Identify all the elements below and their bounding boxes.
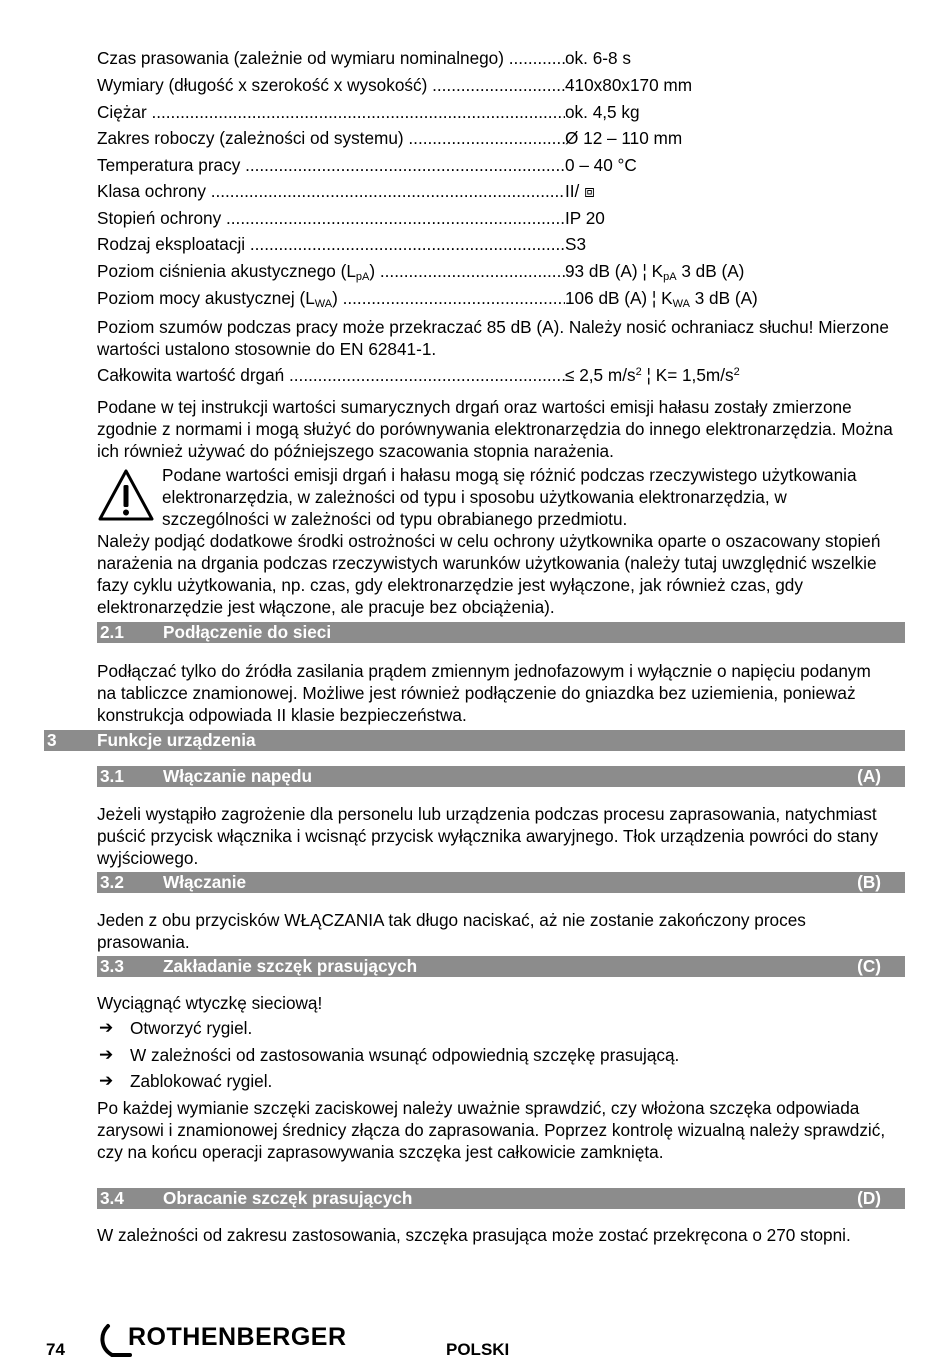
figure-reference: (D) — [857, 1188, 881, 1208]
page-number: 74 — [46, 1340, 65, 1359]
section-header-3 — [44, 730, 905, 751]
spec-label: Zakres roboczy (zależności od systemu) ..... — [97, 125, 565, 151]
spec-value: 93 dB (A) ¦ $K_{pA}$ 3 dB (A) — [565, 261, 745, 283]
section-number: 3.1 — [100, 766, 124, 786]
section-header-3-2 — [97, 872, 905, 893]
section-3-3-intro: Wyciągnąć wtyczkę sieciową! — [97, 993, 323, 1013]
section-3-3-text: Po każdej wymianie szczęki zaciskowej należy uważnie sprawdzić, czy włożona szczęka odpowiada zarysowi i znamionowej średnicy złącza do zaprasowania. Poprzez kontrolę wizualną należy sprawdzić, czy na końcu operacji zaprasowywania szczęka jest całkowicie zamknięta. — [97, 1098, 886, 1162]
spec-value: S3 — [565, 234, 587, 254]
noise-note: Poziom szumów podczas pracy może przekraczać 85 dB (A). Należy nosić ochraniacz słuchu! Mierzone wartości ustalono stosownie do EN 62841-1. — [97, 317, 889, 359]
section-header-2-1 — [97, 622, 905, 643]
language-label: POLSKI — [446, 1340, 510, 1359]
spec-label: Całkowita wartość drgań ..... — [97, 362, 565, 388]
spec-value: ok. 6-8 s — [565, 48, 631, 68]
arrow-right-icon: ➔ — [99, 1045, 114, 1064]
spec-value: ok. 4,5 kg — [565, 102, 640, 122]
section-3-1-text: Jeżeli wystąpiło zagrożenie dla personelu lub urządzenia podczas procesu zaprasowania, natychmiast puścić przycisk włącznika i wcisnąć przycisk wyłącznika awaryjnego. Tłok urządzenia powróci do stany wyjściowego. — [97, 804, 879, 868]
section-title: Podłączenie do sieci — [163, 622, 332, 642]
spec-row-sound-pressure — [97, 258, 917, 284]
section-header-3-1 — [97, 766, 905, 787]
spec-label: Ciężar ..... — [97, 99, 565, 125]
section-title: Włączanie — [163, 872, 247, 892]
values-paragraph: Podane w tej instrukcji wartości sumarycznych drgań oraz wartości emisji hałasu zostały zmierzone zgodnie z normami i mogą służyć do porównywania elektronarzędzia do innego elektronarzędzia. Można ich również używać do późniejszego szacowania stopnia narażenia. — [97, 397, 893, 461]
spec-value: IP 20 — [565, 208, 605, 228]
warning-text: Podane wartości emisji drgań i hałasu mogą się różnić podczas rzeczywistego użytkowania elektronarzędzia, w zależności od typu i sposobu użytkowania elektronarzędzia, w szczególności w zależności od typu obrabianego przedmiotu. — [162, 465, 857, 529]
spec-row-protection-class — [97, 178, 917, 204]
section-title: Obracanie szczęk prasujących — [163, 1188, 413, 1208]
arrow-right-icon: ➔ — [99, 1018, 114, 1037]
figure-reference: (B) — [857, 872, 881, 892]
spec-row-weight — [97, 99, 917, 125]
brand-name: ROTHENBERGER — [128, 1323, 347, 1351]
spec-label: Poziom ciśnienia akustycznego $(L_{pA})$ ..... — [97, 258, 565, 284]
spec-row-dimensions — [97, 72, 917, 98]
spec-value: 410x80x170 mm — [565, 75, 693, 95]
section-3-4-text: W zależności od zakresu zastosowania, szczęka prasująca może zostać przekręcona o 270 stopni. — [97, 1225, 851, 1245]
section-3-2-text: Jeden z obu przycisków WŁĄCZANIA tak długo naciskać, aż nie zostanie zakończony proces prasowania. — [97, 910, 806, 952]
arrow-right-icon: ➔ — [99, 1071, 114, 1090]
figure-reference: (A) — [857, 766, 881, 786]
spec-label: Poziom mocy akustycznej $(L_{WA})$ ..... — [97, 285, 565, 311]
section-number: 3.3 — [100, 956, 124, 976]
warning-triangle-icon — [97, 468, 155, 522]
spec-label: Rodzaj eksploatacji ..... — [97, 231, 565, 257]
spec-label: Stopień ochrony ..... — [97, 205, 565, 231]
spec-row-working-range — [97, 125, 917, 151]
spec-value: ≤ 2,5 $m/s^2$ ¦ $K= 1,5m/s^2$ — [565, 365, 740, 385]
spec-row-sound-power — [97, 285, 917, 311]
spec-row-temperature — [97, 152, 917, 178]
spec-label: Temperatura pracy ..... — [97, 152, 565, 178]
spec-value: 0 – 40 °C — [565, 155, 637, 175]
section-title: Włączanie napędu — [163, 766, 312, 786]
section-number: 3 — [47, 730, 57, 750]
section-number: 3.4 — [100, 1188, 124, 1208]
spec-label: Czas prasowania (zależnie od wymiaru nominalnego) ..... — [97, 45, 565, 71]
section-title: Funkcje urządzenia — [97, 730, 256, 750]
spec-value: 106 dB (A) ¦ $K_{WA}$ 3 dB (A) — [565, 288, 758, 310]
spec-row-protection-degree — [97, 205, 917, 231]
spec-row-vibration — [97, 362, 917, 388]
spec-label: Wymiary (długość x szerokość x wysokość) ..... — [97, 72, 565, 98]
section-header-3-4 — [97, 1188, 905, 1209]
figure-reference: (C) — [857, 956, 881, 976]
spec-label: Klasa ochrony ..... — [97, 178, 565, 204]
section-2-1-text: Podłączać tylko do źródła zasilania prądem zmiennym jednofazowym i wyłącznie o napięciu podanym na tabliczce znamionowej. Możliwe jest również podłączenie do gniazdka bez uziemienia, ponieważ konstrukcja odpowiada II klasie bezpieczeństwa. — [97, 661, 871, 725]
spec-value: Ø 12 – 110 mm — [565, 128, 683, 148]
spec-row-pressing-time — [97, 45, 917, 71]
warning-continuation: Należy podjąć dodatkowe środki ostrożności w celu ochrony użytkownika oparte o oszacowany stopień narażenia na drgania podczas rzeczywistych warunków użytkowania (należy tutaj uwzględnić wszelkie fazy cyklu użytkowania, np. czas, gdy elektronarzędzie jest wyłączone, jak również czas, gdy elektronarzędzie jest włączone, ale pracuje bez obciążenia). — [97, 531, 881, 617]
section-header-3-3 — [97, 956, 905, 977]
section-number: 2.1 — [100, 622, 124, 642]
spec-row-operation-mode — [97, 231, 917, 257]
brand-logo — [98, 1322, 348, 1358]
section-number: 3.2 — [100, 872, 124, 892]
spec-value: II/ ⧈ — [565, 181, 596, 201]
manual-page: Czas prasowania (zależnie od wymiaru nominalnego) ..... ok. 6-8 s Wymiary (długość x szerokość x wysokość) ..... 410x80x170 mm Ciężar ..... ok. 4,5 kg Zakres roboczy (zależności od systemu) ..... Ø 12 – 110 mm Temperatura pracy ..... 0 – 40 °C Klasa ochrony ..... II/ ⧈ Stopień ochrony ..... IP 20 Rodzaj eksploatacji ..... S3 Poziom ciśnienia akustycznego $(L_{pA})$ ..... 93 dB (A) ¦ $K_{pA}$ 3 dB (A) Poziom mocy akustycznej $(L_{WA})$ ..... 106 dB (A) ¦ $K_{WA}$ 3 dB (A) Poziom szumów podczas pracy może przekraczać 85 dB (A). Należy nosić ochraniacz słuchu! Mierzone wartości ustalono stosownie do EN 62841-1. Całkowita wartość drgań ..... ≤ 2,5 $m/s^2$ ¦ $K= 1,5m/s^2$ Podane w tej instrukcji wartości sumarycznych drgań oraz wartości emisji hałasu zostały zmierzone zgodnie z normami i mogą służyć do porównywania elektronarzędzia do innego elektronarzędzia. Można ich również używać do późniejszego szacowania stopnia narażenia. Podane wartości emisji drgań i hałasu mogą się różnić podczas rzeczywistego użytkowania elektronarzędzia, w zależności od typu i sposobu użytkowania elektronarzędzia, w szczególności w zależności od typu obrabianego przedmiotu. Należy podjąć dodatkowe środki ostrożności w celu ochrony użytkownika oparte o oszacowany stopień narażenia na drgania podczas rzeczywistych warunków użytkowania (należy tutaj uwzględnić wszelkie fazy cyklu użytkowania, np. czas, gdy elektronarzędzie jest wyłączone, jak również czas, gdy elektronarzędzie jest włączone, ale pracuje bez obciążenia). 2.1 Podłączenie do sieci Podłączać tylko do źródła zasilania prądem zmiennym jednofazowym i wyłącznie o napięciu podanym na tabliczce znamionowej. Możliwe jest również podłączenie do gniazdka bez uziemienia, ponieważ konstrukcja odpowiada II klasie bezpieczeństwa. 3 Funkcje urządzenia 3.1 Włączanie napędu (A) Jeżeli wystąpiło zagrożenie dla personelu lub urządzenia podczas procesu zaprasowania, natychmiast puścić przycisk włącznika i wcisnąć przycisk wyłącznika awaryjnego. Tłok urządzenia powróci do stany wyjściowego. 3.2 Włączanie (B) Jeden z obu przycisków WŁĄCZANIA tak długo naciskać, aż nie zostanie zakończony proces prasowania. 3.3 Zakładanie szczęk prasujących (C) Wyciągnąć wtyczkę sieciową! ➔ Otworzyć rygiel. ➔ W zależności od zastosowania wsunąć odpowiednią szczękę prasującą. ➔ Zablokować rygiel. Po każdej wymianie szczęki zaciskowej należy uważnie sprawdzić, czy włożona szczęka odpowiada zarysowi i znamionowej średnicy złącza do zaprasowania. Poprzez kontrolę wizualną należy sprawdzić, czy na końcu operacji zaprasowywania szczęka jest całkowicie zamknięta. 3.4 Obracanie szczęk prasujących (D) W zależności od zakresu zastosowania, szczęka prasująca może zostać przekręcona o 270 stopni. 74 ROTHENBERGER POLSKI — [0, 0, 950, 1362]
section-title: Zakładanie szczęk prasujących — [163, 956, 418, 976]
